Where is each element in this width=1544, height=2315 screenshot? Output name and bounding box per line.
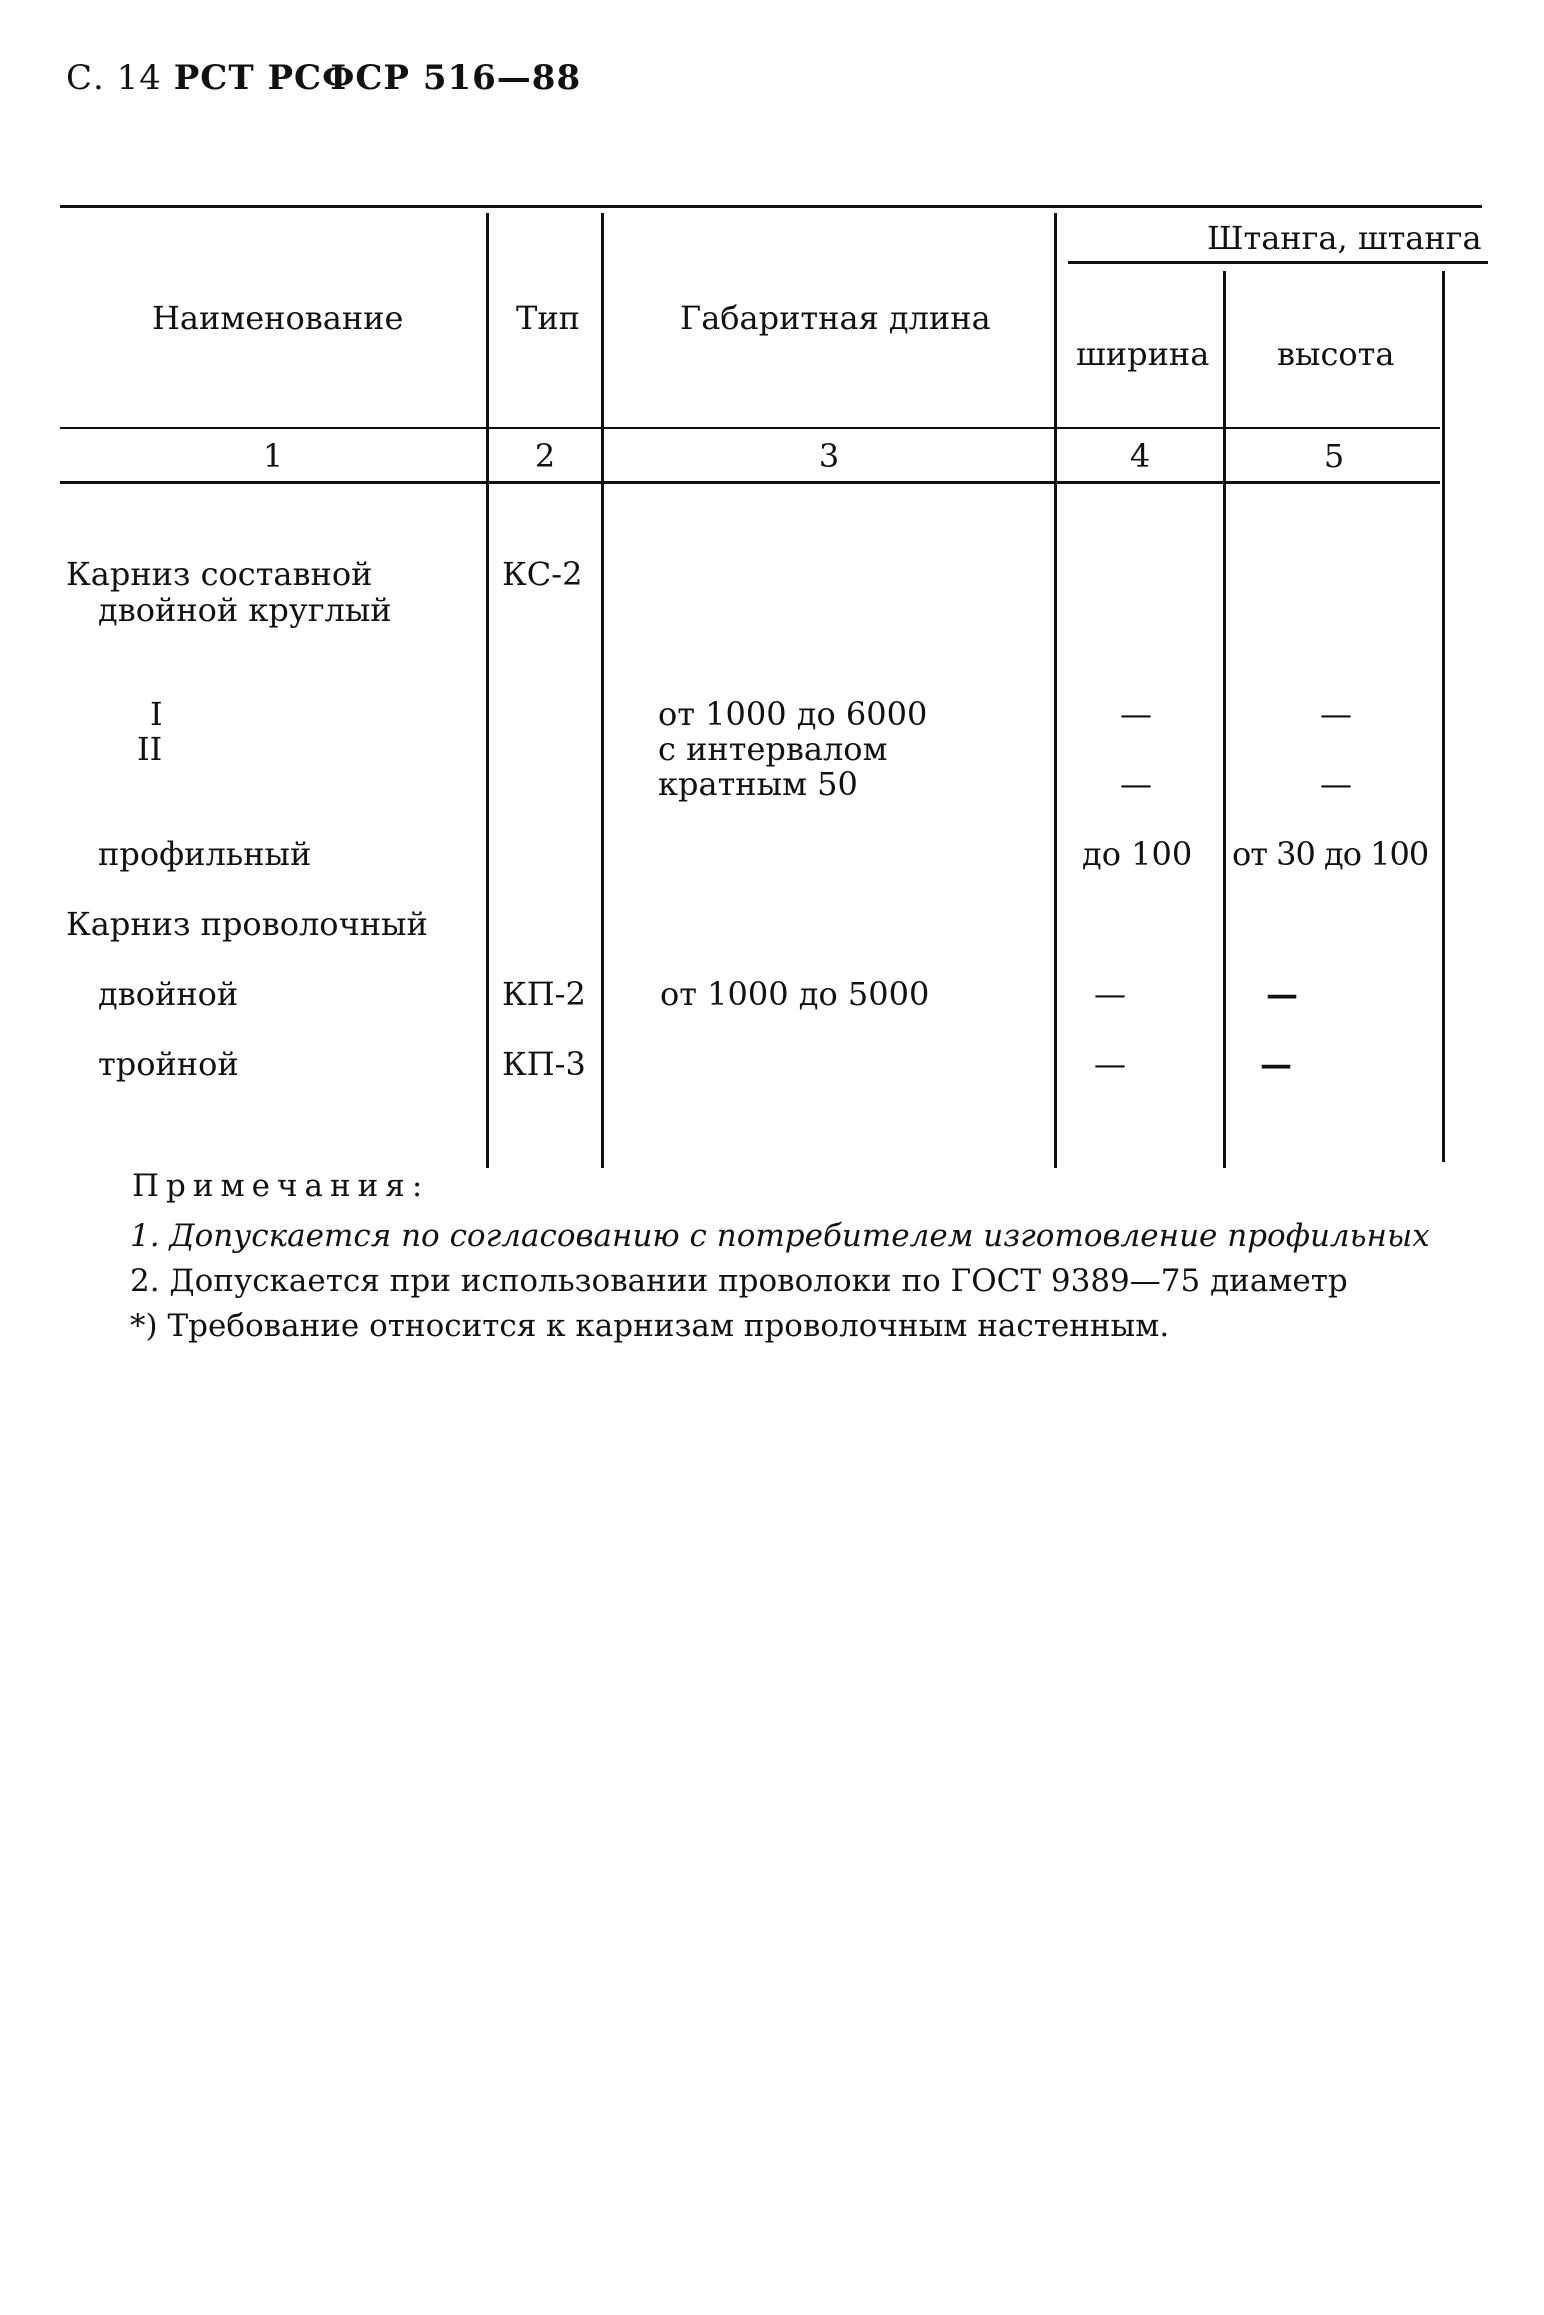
col-number-4: 4: [1129, 437, 1151, 475]
row1-type: КС-2: [502, 555, 583, 593]
col-divider-5: [1442, 271, 1445, 1162]
numbers-bottom-rule: [60, 481, 1440, 484]
standard-designation: РСТ РСФСР 516—88: [173, 58, 582, 98]
header-bottom-rule: [60, 427, 1440, 429]
row3-width: —: [1120, 765, 1152, 803]
note-3: *) Требование относится к карнизам проволочным настенным.: [130, 1308, 1170, 1344]
row6-width: —: [1094, 975, 1126, 1013]
row7-name: тройной: [98, 1045, 239, 1083]
row3-length-line1: с интервалом: [658, 730, 888, 768]
col-divider-4: [1223, 271, 1226, 1168]
row2-width: —: [1120, 695, 1152, 733]
col-number-3: 3: [818, 437, 840, 475]
table-top-rule: [60, 205, 1482, 208]
row6-height: —: [1266, 975, 1298, 1013]
row6-type: КП-2: [502, 975, 586, 1013]
row1-name-line1: Карниз составной: [66, 555, 373, 593]
page-number: С. 14: [66, 58, 162, 98]
col-divider-2: [601, 213, 604, 1168]
header-width: ширина: [1076, 335, 1210, 373]
row4-width: до 100: [1082, 835, 1193, 873]
group-header-rule: [1068, 261, 1488, 264]
row4-name: профильный: [98, 835, 312, 873]
col-number-5: 5: [1323, 437, 1345, 475]
row3-length-line2: кратным 50: [658, 765, 858, 803]
row7-width: —: [1094, 1045, 1126, 1083]
row6-length: от 1000 до 5000: [660, 975, 930, 1013]
row7-height: —: [1260, 1045, 1292, 1083]
col-divider-3: [1054, 213, 1057, 1168]
row7-type: КП-3: [502, 1045, 586, 1083]
note-2: 2. Допускается при использовании проволоки по ГОСТ 9389—75 диаметр: [130, 1263, 1348, 1299]
row5-name: Карниз проволочный: [66, 905, 428, 943]
header-height: высота: [1277, 335, 1395, 373]
notes-title: Примечания:: [132, 1168, 430, 1204]
row6-name: двойной: [98, 975, 239, 1013]
row2-length: от 1000 до 6000: [658, 695, 928, 733]
col-divider-1: [486, 213, 489, 1168]
page-header: [66, 58, 581, 98]
header-group: Штанга, штанга: [1207, 219, 1482, 257]
row2-name: I: [150, 695, 163, 733]
row4-height: от 30 до 100: [1232, 835, 1429, 873]
row1-name-line2: двойной круглый: [98, 591, 392, 629]
row2-height: —: [1320, 695, 1352, 733]
col-number-1: 1: [262, 437, 284, 475]
header-length: Габаритная длина: [680, 299, 991, 337]
col-number-2: 2: [534, 437, 556, 475]
header-name: Наименование: [152, 299, 404, 337]
row3-name: II: [137, 730, 163, 768]
header-type: Тип: [516, 299, 580, 337]
row3-height: —: [1320, 765, 1352, 803]
note-1: 1. Допускается по согласованию с потребителем изготовление профильных: [130, 1218, 1430, 1254]
